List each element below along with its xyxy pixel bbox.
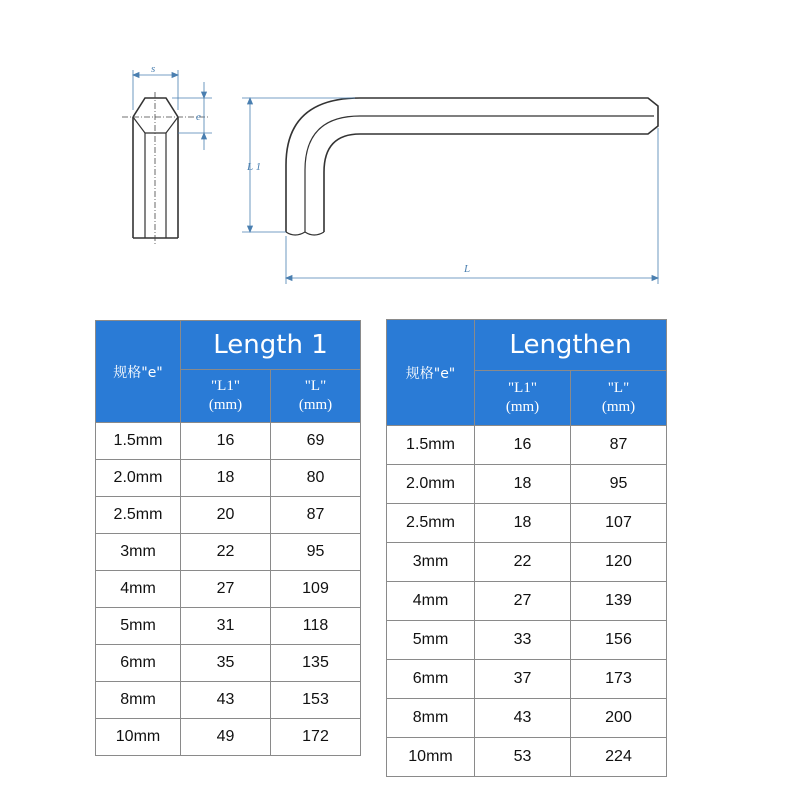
- cell-l: 69: [271, 423, 361, 460]
- header-group-title: Length 1: [181, 321, 361, 370]
- table-body: [96, 423, 361, 756]
- cell-l: 109: [271, 571, 361, 608]
- cell-spec: 2.5mm: [96, 497, 181, 534]
- cell-l1: 31: [181, 608, 271, 645]
- cell-spec: 1.5mm: [387, 426, 475, 465]
- table-row: [96, 460, 361, 497]
- cell-spec: 3mm: [96, 534, 181, 571]
- cell-l1: 18: [475, 465, 571, 504]
- table-row: [96, 497, 361, 534]
- table-row: [387, 699, 667, 738]
- header-l1: "L1" (mm): [475, 371, 571, 426]
- cell-l1: 22: [475, 543, 571, 582]
- cell-spec: 1.5mm: [96, 423, 181, 460]
- cell-spec: 8mm: [96, 682, 181, 719]
- cell-spec: 5mm: [96, 608, 181, 645]
- cell-l1: 27: [181, 571, 271, 608]
- header-spec-e: 规格"e": [387, 320, 475, 426]
- dimension-l1-label: L 1: [247, 161, 262, 173]
- header-group-title: Lengthen: [475, 320, 667, 371]
- cell-l: 172: [271, 719, 361, 756]
- table-row: [96, 645, 361, 682]
- table-row: [387, 660, 667, 699]
- cell-l1: 18: [475, 504, 571, 543]
- cell-l: 95: [571, 465, 667, 504]
- cell-l: 107: [571, 504, 667, 543]
- cell-l: 200: [571, 699, 667, 738]
- cell-l: 153: [271, 682, 361, 719]
- cell-spec: 2.5mm: [387, 504, 475, 543]
- cell-l: 173: [571, 660, 667, 699]
- cell-spec: 3mm: [387, 543, 475, 582]
- spec-table-lengthen: [386, 319, 667, 777]
- cell-spec: 4mm: [387, 582, 475, 621]
- table-row: [387, 543, 667, 582]
- cell-l: 87: [571, 426, 667, 465]
- dimension-s: [133, 70, 178, 110]
- table-row: [387, 426, 667, 465]
- cell-spec: 2.0mm: [387, 465, 475, 504]
- cell-l: 224: [571, 738, 667, 777]
- cell-l: 139: [571, 582, 667, 621]
- dimension-l-label: L: [464, 263, 471, 275]
- cell-l1: 49: [181, 719, 271, 756]
- cell-l1: 27: [475, 582, 571, 621]
- cell-spec: 4mm: [96, 571, 181, 608]
- cell-l: 135: [271, 645, 361, 682]
- hex-key-body: [286, 98, 658, 235]
- cell-spec: 2.0mm: [96, 460, 181, 497]
- dimension-s-label: s: [151, 63, 156, 75]
- table-row: [96, 534, 361, 571]
- cell-l1: 37: [475, 660, 571, 699]
- cell-spec: 6mm: [96, 645, 181, 682]
- cell-l: 156: [571, 621, 667, 660]
- cell-l1: 35: [181, 645, 271, 682]
- hex-key-drawing: [0, 0, 800, 300]
- header-l: "L" (mm): [571, 371, 667, 426]
- cell-l: 87: [271, 497, 361, 534]
- spec-table-length1: [95, 320, 361, 756]
- cell-spec: 6mm: [387, 660, 475, 699]
- table-row: [96, 719, 361, 756]
- cell-l1: 16: [475, 426, 571, 465]
- table-row: [96, 571, 361, 608]
- dimension-e-label: e: [196, 111, 201, 123]
- table-row: [387, 621, 667, 660]
- cell-l1: 20: [181, 497, 271, 534]
- cell-l1: 53: [475, 738, 571, 777]
- hex-side-view: [133, 98, 178, 238]
- dimension-l: [286, 128, 658, 284]
- header-spec-e: 规格"e": [96, 321, 181, 423]
- header-l: "L" (mm): [271, 370, 361, 423]
- table-row: [387, 738, 667, 777]
- cell-spec: 10mm: [387, 738, 475, 777]
- cell-l1: 16: [181, 423, 271, 460]
- cell-l1: 33: [475, 621, 571, 660]
- cell-spec: 5mm: [387, 621, 475, 660]
- table-row: [96, 682, 361, 719]
- cell-l1: 43: [475, 699, 571, 738]
- table-row: [96, 608, 361, 645]
- table-row: [387, 582, 667, 621]
- table-row: [387, 504, 667, 543]
- cell-l1: 18: [181, 460, 271, 497]
- cell-l: 120: [571, 543, 667, 582]
- cell-spec: 8mm: [387, 699, 475, 738]
- table-body: [387, 426, 667, 777]
- cell-l: 95: [271, 534, 361, 571]
- cell-spec: 10mm: [96, 719, 181, 756]
- cell-l1: 22: [181, 534, 271, 571]
- table-row: [96, 423, 361, 460]
- cell-l: 118: [271, 608, 361, 645]
- cell-l: 80: [271, 460, 361, 497]
- header-l1: "L1" (mm): [181, 370, 271, 423]
- table-row: [387, 465, 667, 504]
- cell-l1: 43: [181, 682, 271, 719]
